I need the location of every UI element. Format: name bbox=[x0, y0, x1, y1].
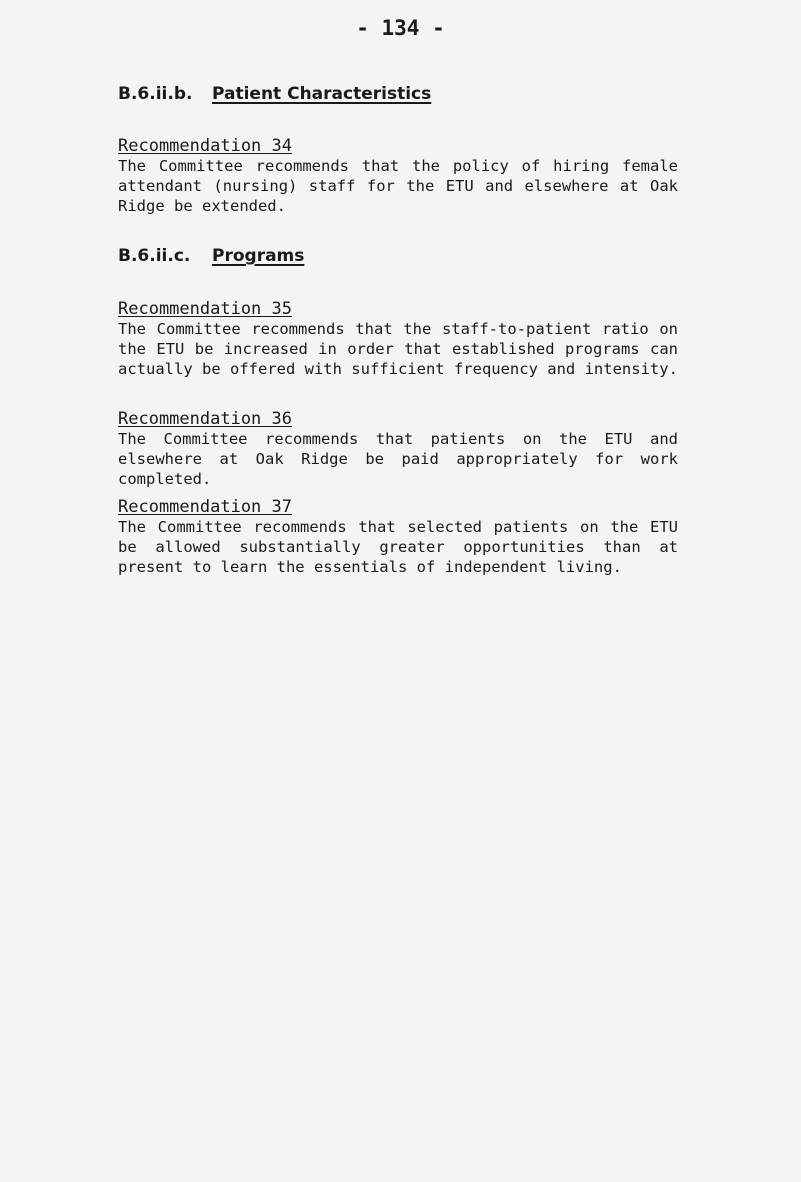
section-heading bbox=[118, 246, 678, 270]
section-number: B.6.ii.b. bbox=[118, 84, 193, 104]
recommendation-text: The Committee recommends that the policy of hiring female attendant (nursing) staff for the ETU and elsewhere at Oak Ridge be extended. bbox=[118, 157, 678, 215]
recommendation-heading: Recommendation 35 bbox=[118, 299, 292, 319]
recommendation-text: The Committee recommends that the staff-to-patient ratio on the ETU be increased in order that established programs can actually be offered with sufficient frequency and intensity. bbox=[118, 320, 678, 378]
recommendation-heading: Recommendation 37 bbox=[118, 497, 292, 517]
section-title: Patient Characteristics bbox=[212, 84, 432, 104]
recommendation-heading: Recommendation 34 bbox=[118, 136, 292, 156]
recommendation-heading: Recommendation 36 bbox=[118, 409, 292, 429]
section-heading bbox=[118, 84, 678, 108]
recommendation-text: The Committee recommends that patients on the ETU and elsewhere at Oak Ridge be paid appropriately for work completed. bbox=[118, 430, 678, 488]
section-title: Programs bbox=[212, 246, 305, 266]
page-number: - 134 - bbox=[356, 16, 445, 40]
recommendation-text: The Committee recommends that selected patients on the ETU be allowed substantially greater opportunities than at present to learn the essentials of independent living. bbox=[118, 518, 678, 576]
recommendation-34 bbox=[118, 136, 678, 216]
section-number: B.6.ii.c. bbox=[118, 246, 191, 266]
recommendation-35 bbox=[118, 299, 678, 379]
section-heading bbox=[118, 508, 678, 532]
recommendation-36 bbox=[118, 409, 678, 489]
